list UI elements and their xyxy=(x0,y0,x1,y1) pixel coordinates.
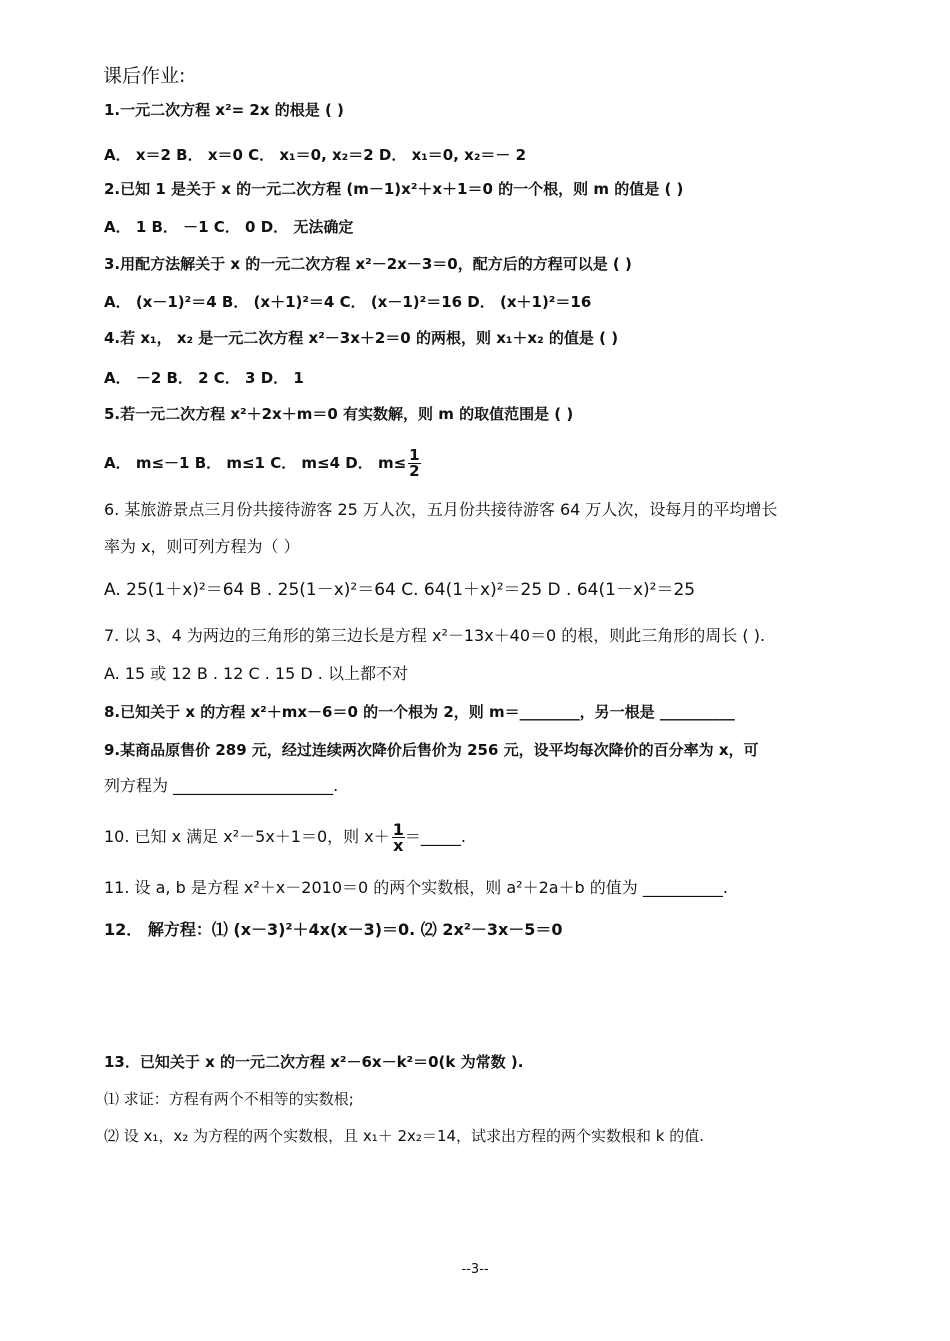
question-3-options: A． (x－1)²＝4 B． (x＋1)²＝4 C． (x－1)²＝16 D． (x＋1)²＝16 xyxy=(104,293,592,311)
question-4-stem: 4.若 x₁， x₂ 是一元二次方程 x²－3x＋2＝0 的两根，则 x₁＋x₂ 的值是 ( ) xyxy=(104,329,619,347)
question-6-options: A. 25(1＋x)²＝64 B . 25(1－x)²＝64 C. 64(1＋x)²＝25 D . 64(1－x)²＝25 xyxy=(104,580,696,600)
question-12-stem: 12． 解方程：⑴ (x－3)²＋4x(x－3)＝0. ⑵ 2x²－3x－5＝0 xyxy=(104,920,563,939)
question-5-options-text: A． m≤－1 B． m≤1 C． m≤4 D． m≤ xyxy=(104,454,407,472)
page-number: --3-- xyxy=(461,1262,489,1277)
fraction-one-over-x xyxy=(392,822,405,853)
fraction-numerator: 1 xyxy=(409,446,420,464)
question-9-stem-line1: 9.某商品原售价 289 元，经过连续两次降价后售价为 256 元，设平均每次降价的百分率为 x，可 xyxy=(104,741,759,759)
question-4-options: A． －2 B． 2 C． 3 D． 1 xyxy=(104,369,304,387)
question-10-text: 10. 已知 x 满足 x²－5x＋1＝0，则 x＋ xyxy=(104,827,390,846)
question-10-tail: ＝_____. xyxy=(404,827,466,846)
question-13-part2: ⑵ 设 x₁，x₂ 为方程的两个实数根，且 x₁＋ 2x₂＝14，试求出方程的两个实数根和 k 的值. xyxy=(104,1127,705,1145)
fraction-numerator: 1 xyxy=(392,820,404,839)
question-13-part1: ⑴ 求证：方程有两个不相等的实数根; xyxy=(104,1090,354,1108)
question-13-stem: 13．已知关于 x 的一元二次方程 x²－6x－k²＝0(k 为常数 ). xyxy=(104,1053,524,1071)
fraction-one-half xyxy=(408,448,420,479)
question-2-stem: 2.已知 1 是关于 x 的一元二次方程 (m－1)x²＋x＋1＝0 的一个根，则 m 的值是 ( ) xyxy=(104,180,684,198)
question-1-stem: 1.一元二次方程 x²= 2x 的根是 ( ) xyxy=(104,101,344,119)
question-11-stem: 11. 设 a, b 是方程 x²＋x－2010＝0 的两个实数根，则 a²＋2a＋b 的值为 __________. xyxy=(104,878,728,897)
question-7-stem: 7. 以 3、4 为两边的三角形的第三边长是方程 x²－13x＋40＝0 的根，则此三角形的周长 ( ). xyxy=(104,626,766,645)
fraction-denominator: x xyxy=(393,836,404,855)
question-5-options xyxy=(104,446,421,480)
question-3-stem: 3.用配方法解关于 x 的一元二次方程 x²－2x－3＝0，配方后的方程可以是 ( ) xyxy=(104,255,632,273)
page-heading: 课后作业: xyxy=(103,65,186,87)
fraction-denominator: 2 xyxy=(409,462,420,480)
question-6-stem-line1: 6. 某旅游景点三月份共接待游客 25 万人次，五月份共接待游客 64 万人次，设每月的平均增长 xyxy=(104,500,778,519)
question-9-stem-line2: 列方程为 ____________________. xyxy=(104,776,339,795)
question-7-options: A. 15 或 12 B . 12 C . 15 D . 以上都不对 xyxy=(104,664,408,683)
question-6-stem-line2: 率为 x，则可列方程为（ ） xyxy=(104,537,300,556)
question-1-options: A． x＝2 B． x＝0 C． x₁＝0, x₂＝2 D． x₁＝0, x₂＝－ 2 xyxy=(104,146,527,164)
question-5-stem: 5.若一元二次方程 x²＋2x＋m＝0 有实数解，则 m 的取值范围是 ( ) xyxy=(104,405,574,423)
question-10-stem xyxy=(104,815,466,859)
question-2-options: A． 1 B． －1 C． 0 D． 无法确定 xyxy=(104,218,354,236)
question-8-stem: 8.已知关于 x 的方程 x²＋mx－6＝0 的一个根为 2，则 m＝________，另一根是 __________ xyxy=(104,703,735,721)
